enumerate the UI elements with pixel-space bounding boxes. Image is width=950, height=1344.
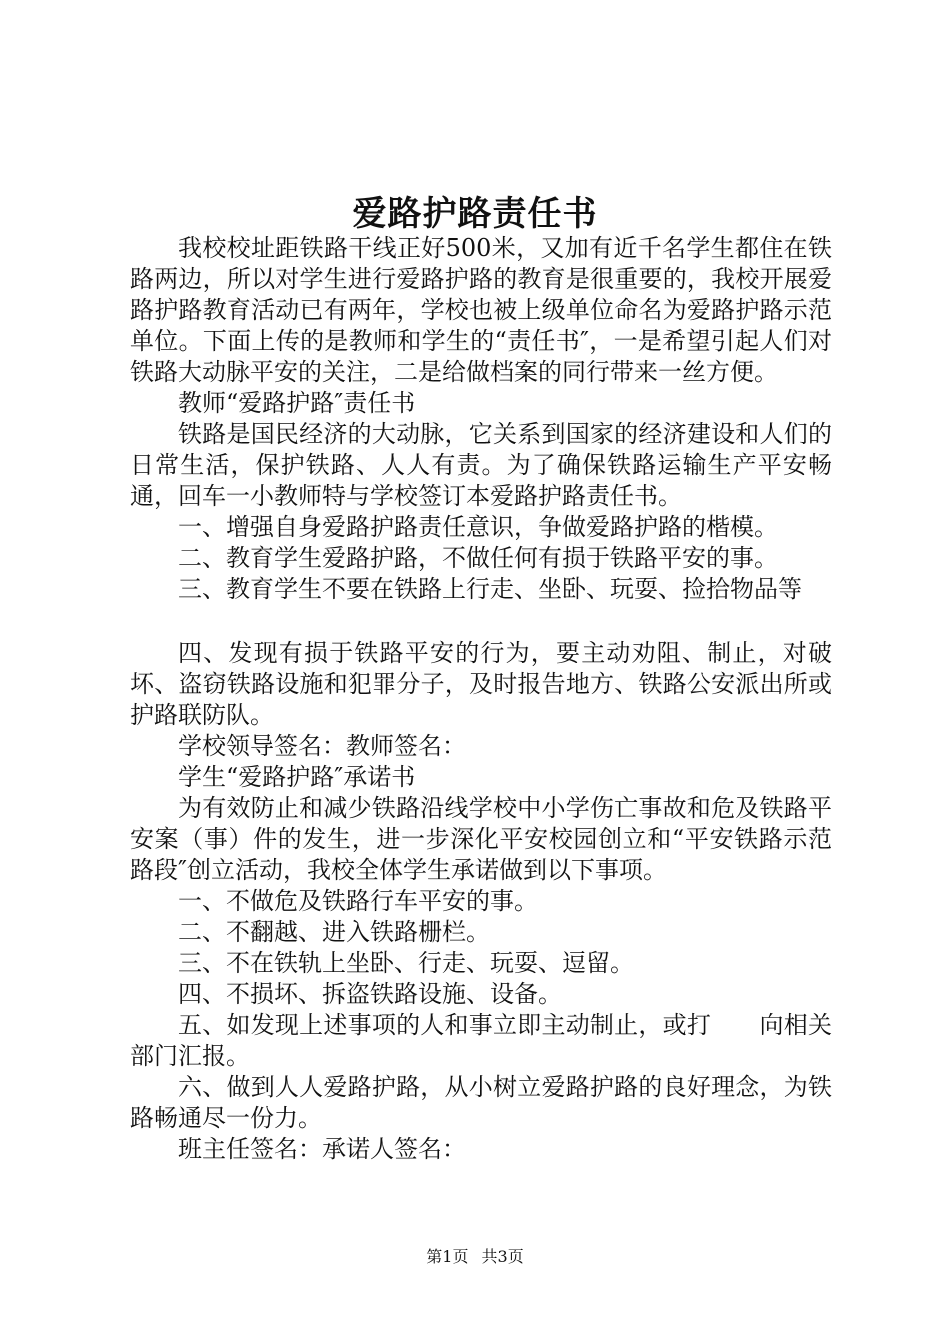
teacher-item-3: 三、教育学生不要在铁路上行走、坐卧、玩耍、捡拾物品等	[178, 575, 802, 603]
teacher-heading: 教师“爱路护路″责任书	[178, 389, 416, 417]
teacher-item-4: 四、发现有损于铁路平安的行为，要主动劝阻、制止，对破坏、盗窃铁路设施和犯罪分子，及时报告地方、铁路公安派出所或护路联防队。	[130, 639, 832, 729]
paragraph-gap	[130, 605, 832, 638]
student-item-6: 六、做到人人爱路护路，从小树立爱路护路的良好理念，为铁路畅通尽一份力。	[130, 1073, 832, 1132]
intro-paragraph: 我校校址距铁路干线正好500米，又加有近千名学生都住在铁路两边，所以对学生进行爱路护路的教育是很重要的，我校开展爱路护路教育活动已有两年，学校也被上级单位命名为爱路护路示范单位。下面上传的是教师和学生的“责任书″，一是希望引起人们对铁路大动脉平安的关注，二是给做档案的同行带来一丝方便。	[130, 234, 832, 386]
document-title: 爱路护路责任书	[352, 194, 598, 234]
student-item-1: 一、不做危及铁路行车平安的事。	[178, 887, 538, 915]
teacher-item-1: 一、增强自身爱路护路责任意识，争做爱路护路的楷模。	[178, 513, 778, 541]
document-body	[130, 233, 832, 1165]
student-heading: 学生“爱路护路″承诺书	[178, 763, 416, 791]
teacher-signatures: 学校领导签名：教师签名：	[178, 732, 466, 760]
student-item-2: 二、不翻越、进入铁路栅栏。	[178, 918, 490, 946]
page-total: 共3页	[481, 1247, 524, 1266]
student-preamble: 为有效防止和减少铁路沿线学校中小学伤亡事故和危及铁路平安案（事）件的发生，进一步深化平安校园创立和“平安铁路示范路段″创立活动，我校全体学生承诺做到以下事项。	[130, 794, 832, 884]
teacher-item-2: 二、教育学生爱路护路，不做任何有损于铁路平安的事。	[178, 544, 778, 572]
teacher-preamble: 铁路是国民经济的大动脉，它关系到国家的经济建设和人们的日常生活，保护铁路、人人有责。为了确保铁路运输生产平安畅通，回车一小教师特与学校签订本爱路护路责任书。	[130, 420, 832, 510]
student-item-4: 四、不损坏、拆盗铁路设施、设备。	[178, 980, 562, 1008]
student-item-3: 三、不在铁轨上坐卧、行走、玩耍、逗留。	[178, 949, 634, 977]
page-footer	[0, 1244, 950, 1267]
student-item-5: 五、如发现上述事项的人和事立即主动制止，或打 向相关部门汇报。	[130, 1011, 832, 1070]
page-number: 第1页	[426, 1247, 469, 1266]
student-signatures: 班主任签名：承诺人签名：	[178, 1135, 466, 1163]
